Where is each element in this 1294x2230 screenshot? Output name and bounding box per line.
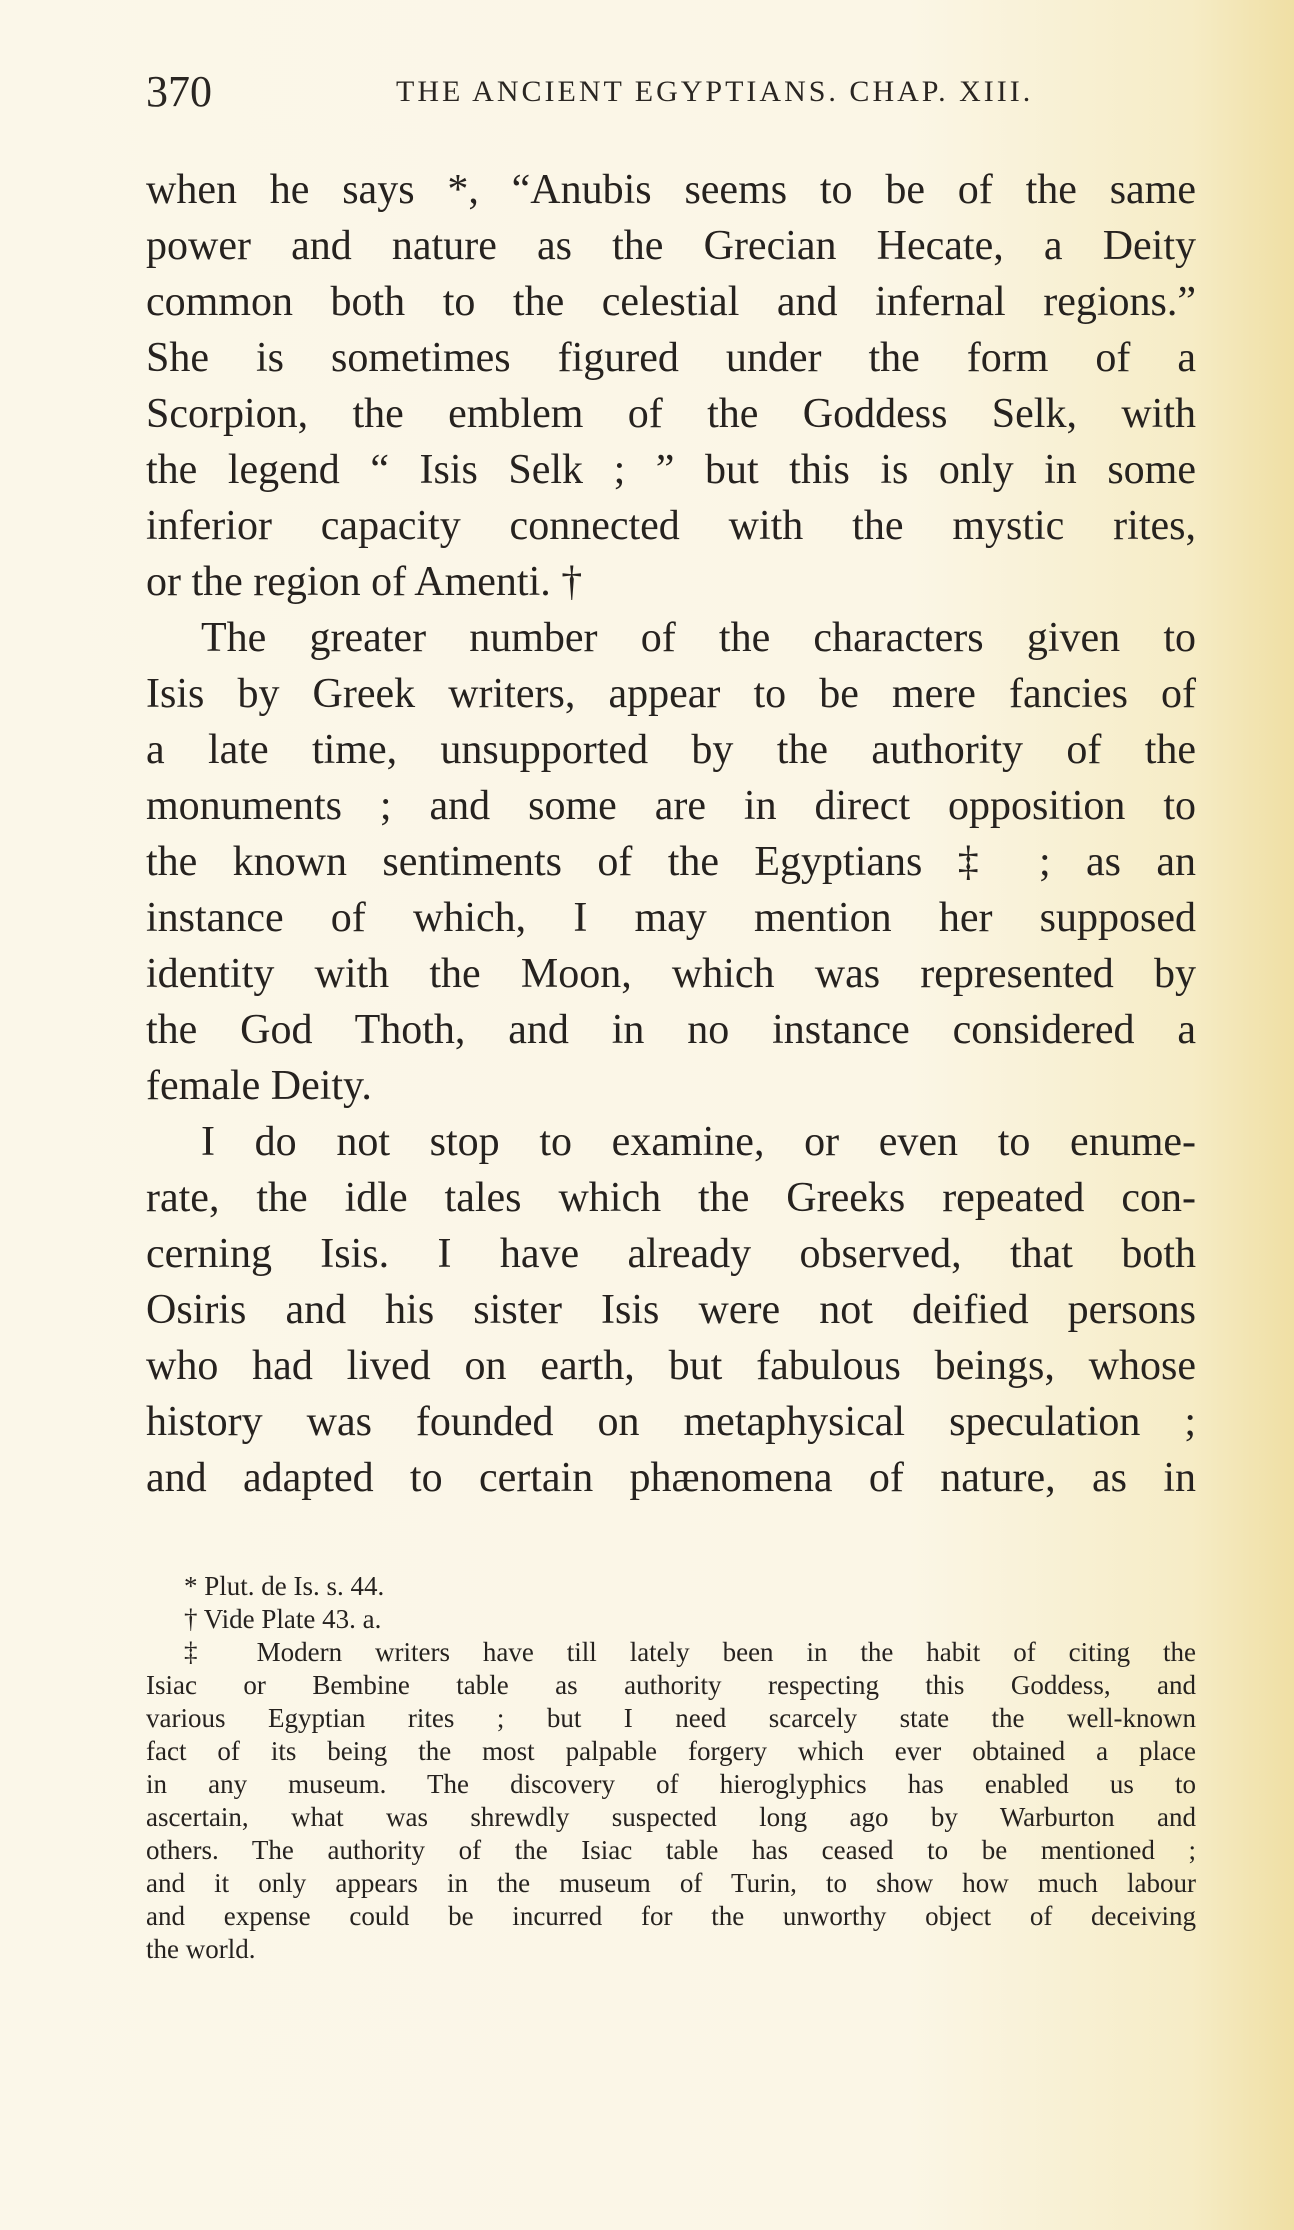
body-line: female Deity. [146,1063,372,1109]
body-line: who had lived on earth, but fabulous beings, whose [146,1343,1196,1389]
body-line: when he says *, “Anubis seems to be of the same [146,167,1196,213]
footnote-3-line: fact of its being the most palpable forgery which ever obtained a place [146,1736,1196,1766]
body-line: I do not stop to examine, or even to enume- [201,1119,1196,1165]
body-line: The greater number of the characters given to [201,615,1196,661]
footnote-3-line: ‡ Modern writers have till lately been in the habit of citing the [184,1637,1196,1667]
page-number: 370 [146,67,212,116]
body-line: rate, the idle tales which the Greeks repeated con- [146,1175,1196,1221]
body-line: and adapted to certain phænomena of nature, as in [146,1455,1196,1501]
body-line: Isis by Greek writers, appear to be mere fancies of [146,671,1196,717]
footnote-1: * Plut. de Is. s. 44. [184,1571,385,1601]
footnote-3-line: others. The authority of the Isiac table has ceased to be mentioned ; [146,1835,1196,1865]
footnotes [146,1570,1196,1966]
body-line: She is sometimes figured under the form of a [146,335,1196,381]
footnote-3-line: the world. [146,1934,256,1964]
body-line: or the region of Amenti. † [146,559,583,605]
body-line: a late time, unsupported by the authority of the [146,727,1196,773]
body-line: instance of which, I may mention her supposed [146,895,1196,941]
body-line: the God Thoth, and in no instance considered a [146,1007,1196,1053]
running-head: THE ANCIENT EGYPTIANS. CHAP. XIII. [396,75,1034,108]
body-line: Scorpion, the emblem of the Goddess Selk, with [146,391,1196,437]
footnote-2: † Vide Plate 43. a. [184,1604,382,1634]
footnote-3-line: Isiac or Bembine table as authority respecting this Goddess, and [146,1670,1196,1700]
body-line: common both to the celestial and infernal regions.” [146,279,1196,325]
body-text [146,162,1196,1506]
footnote-3-line: various Egyptian rites ; but I need scarcely state the well-known [146,1703,1196,1733]
footnote-3-line: and it only appears in the museum of Turin, to show how much labour [146,1868,1196,1898]
footnote-3-line: ascertain, what was shrewdly suspected long ago by Warburton and [146,1802,1196,1832]
body-line: Osiris and his sister Isis were not deified persons [146,1287,1196,1333]
page-header [146,62,1196,122]
body-line: cerning Isis. I have already observed, that both [146,1231,1196,1277]
body-line: the known sentiments of the Egyptians ‡ ; as an [146,839,1196,885]
body-line: history was founded on metaphysical speculation ; [146,1399,1196,1445]
body-line: monuments ; and some are in direct opposition to [146,783,1196,829]
footnote-3-line: and expense could be incurred for the unworthy object of deceiving [146,1901,1196,1931]
body-line: power and nature as the Grecian Hecate, a Deity [146,223,1196,269]
body-line: inferior capacity connected with the mystic rites, [146,503,1196,549]
footnote-3-line: in any museum. The discovery of hieroglyphics has enabled us to [146,1769,1196,1799]
body-line: the legend “ Isis Selk ; ” but this is only in some [146,447,1196,493]
body-line: identity with the Moon, which was represented by [146,951,1196,997]
